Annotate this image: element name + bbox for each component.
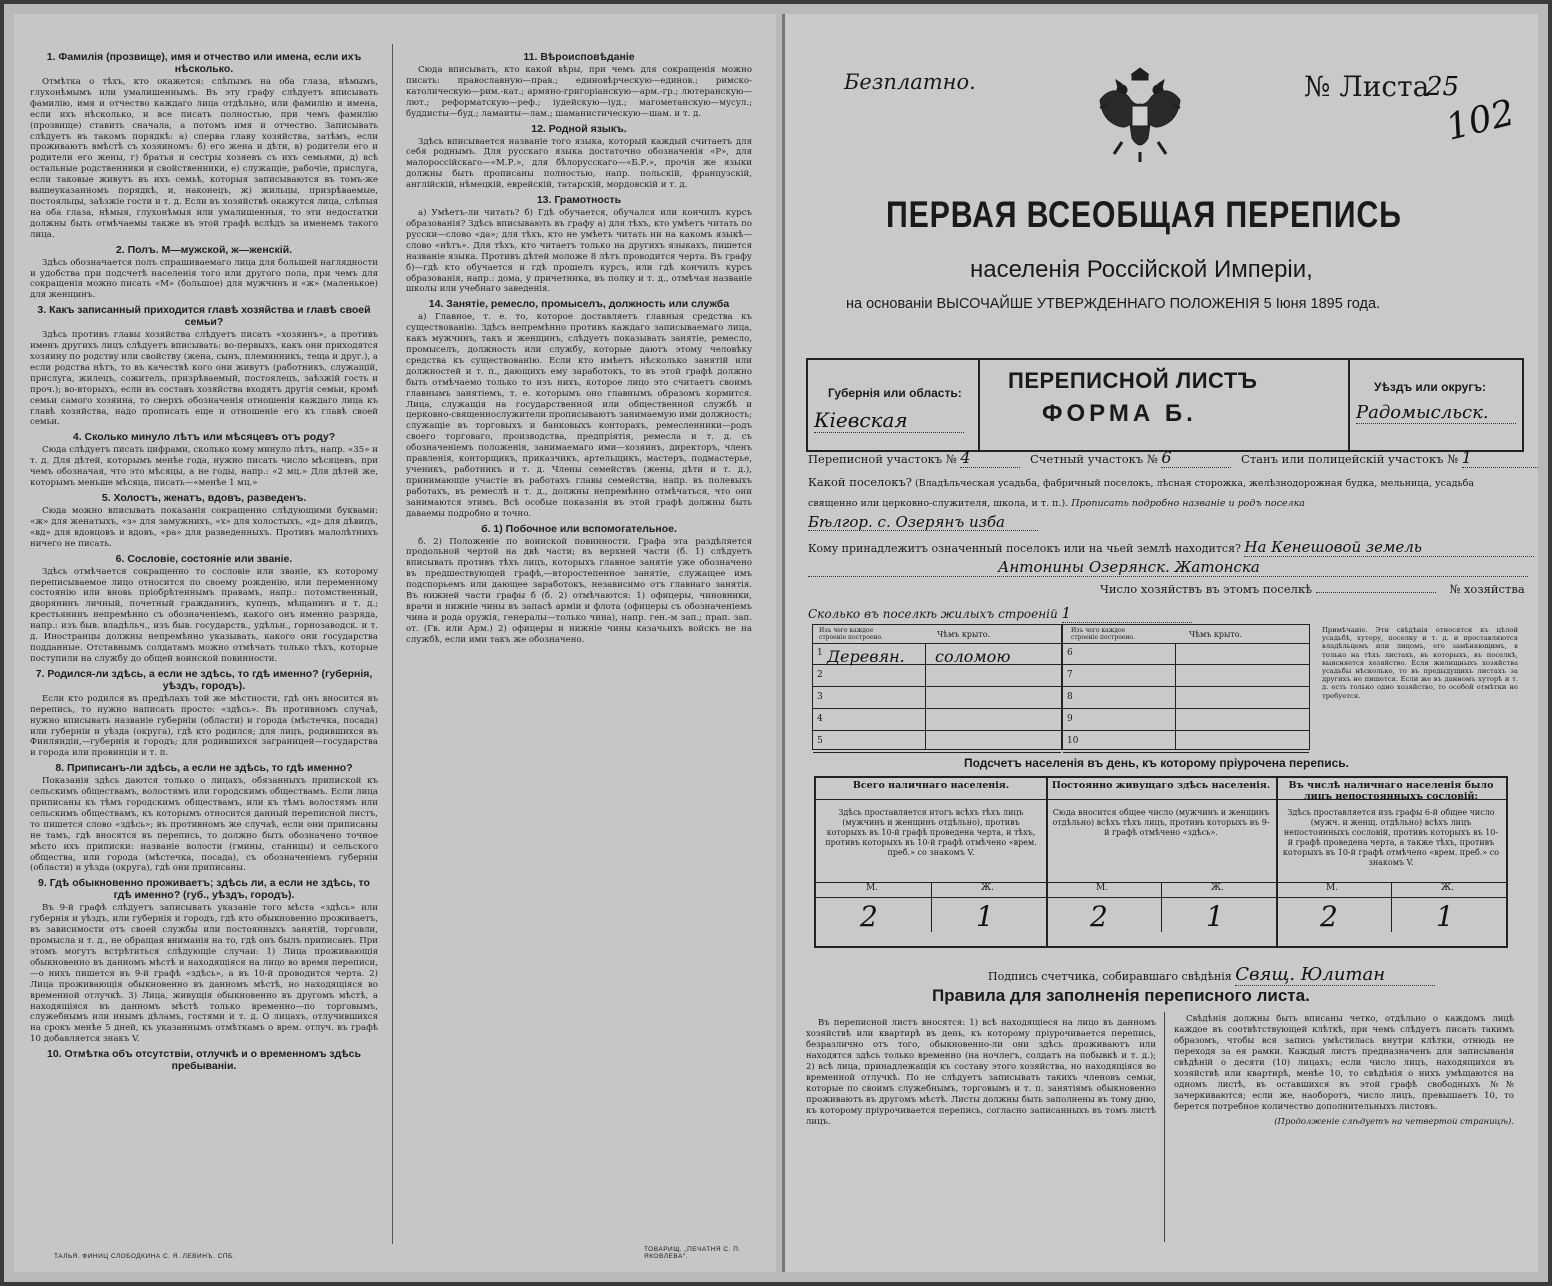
male-count: 2 [1090,900,1108,933]
owner-value: На Кенешовой земель [1244,538,1534,557]
form-header-frame [806,358,1524,452]
rules-column-1 [806,1018,1156,1129]
building-row [813,665,1061,687]
building-row-number: 5 [817,736,823,746]
owner-row [808,538,1534,557]
male-label: М. [1326,883,1339,893]
settlement-block [808,472,1520,535]
middle-footer-imprint: ТОВАРИЩ. „ПЕЧАТНЯ С. П. ЯКОВЛЕВА“. [644,1246,741,1260]
population-count-table [814,776,1508,948]
section-text: а) Умѣетъ-ли читать? б) Гдѣ обучается, обучался или кончилъ курсъ образованія? Здѣсь вписывають въ графу а) для тѣхъ, кто умѣетъ читать по русски—слово «да»; для тѣхъ, кто не умѣетъ читать ни на какомъ языкѣ—слово «нѣтъ». Для тѣхъ, кто читаетъ только на другихъ языкахъ, пишется названіе языка. Противъ дѣтей моложе 8 лѣтъ проводится черта. Въ графу б)—гдѣ кто обучается и гдѣ прошелъ курсъ, или гдѣ кончилъ курсъ образованія, напр.: дома, у причетника, въ полку и т. д., отмѣчая названіе школы или учебнаго заведенія. [406,208,752,295]
female-count: 1 [1436,900,1454,933]
section-heading: 14. Занятіе, ремесло, промыселъ, должность или служба [428,298,730,311]
buildings-table [812,624,1310,750]
census-district-label: Переписной участокъ № [808,452,957,466]
imperial-eagle-emblem [1092,60,1188,166]
building-row-number: 2 [817,670,823,680]
material-header-left: Изъ чего каждое строеніе построено. [819,627,883,641]
section-text: Здѣсь обозначается полъ спрашиваемаго лица для большей наглядности и удобства при подсчетѣ населенія того или другого пола, при чемъ для сокращенія можно писать «М» (большое) для мужчинъ и «ж» (маленькое) для женщинъ. [30,257,378,301]
gubernia-label: Губернія или область: [828,386,962,400]
building-row-number: 6 [1067,648,1073,658]
owner-value-2: Антонины Озерянск. Жатонска [808,558,1528,577]
building-row [1063,687,1309,709]
building-row [1063,709,1309,731]
building-row [813,687,1061,709]
instructions-column-1 [30,48,378,1074]
rules-text-1: Въ переписной листъ вносятся: 1) всѣ находящіеся на лицо въ данномъ хозяйствѣ или квартирѣ въ день, къ которому пріурочивается перепись, безразлично отъ того, обыкновенно-ли они здѣсь проживаютъ или находятся здѣсь только временно (на ночлегъ, солдатъ на побывкѣ и т. д.); 2) всѣ лица, принадлежащія къ составу этого хозяйства, но находящіяся во временной отлучкѣ. По не слѣдуетъ записывать такихъ членовъ семьи, которые по своимъ служебнымъ, торговымъ и т. п. занятіямъ обыкновенно проживаютъ въ другомъ мѣстѣ. Листы должны быть заполнены въ тому дню, къ которому пріурочивается перепись, согласно записанныхъ въ томъ листѣ лицъ. [806,1018,1156,1127]
count-column-header: Постоянно живущаго здѣсь населенія. [1046,778,1276,800]
male-label: М. [1096,883,1109,893]
count-column-description: Здѣсь проставляется итогъ всѣхъ тѣхъ лицъ (мужчинъ и женщинъ отдѣльно), противъ которыхъ въ 10-й графѣ проведена черта, и тѣхъ, противъ которыхъ въ 10-й графѣ отмѣчено «врем. преб.» со знакомъ V. [825,808,1037,857]
sheet-number-value: 25 [1426,72,1460,102]
settlement-label: Какой поселокъ? [808,475,912,489]
continued-note: (Продолженіе слѣдуетъ на четвертой страницѣ). [1274,1117,1514,1127]
section-heading: 11. Вѣроисповѣданіе [523,51,635,63]
section-heading: б. 1) Побочное или вспомогательное. [481,522,677,535]
police-district-label: Станъ или полицейскій участокъ № [1241,452,1459,466]
section-heading: 2. Полъ. М—мужской, ж—женскій. [115,243,293,256]
left-footer-imprint: ТАЛЬЯ. ФИНИЦ СЛОБОДКИНА С. Я. ЛЕВИНЪ. СПБ. [54,1253,236,1260]
buildings-count-row [808,604,1192,623]
count-column-description: Сюда вносится общее число (мужчинъ и женщинъ отдѣльно) всѣхъ тѣхъ лицъ, противъ которыхъ въ 9-й графѣ отмѣчено «здѣсь». [1052,808,1270,837]
male-count: 2 [1320,900,1338,933]
count-column-header: Всего наличнаго населенія. [816,778,1046,800]
female-count: 1 [976,900,994,933]
census-subtitle: населенія Россійской Имперіи, [970,256,1313,283]
buildings-count-value: 1 [1062,604,1192,623]
archive-number-handwritten: 102 [1442,92,1519,149]
building-rows-right [1063,643,1309,753]
building-1-material: Деревян. [827,647,905,666]
section-heading: 12. Родной языкъ. [531,122,627,135]
count-column [1046,778,1278,946]
section-heading: 10. Отмѣтка объ отсутствіи, отлучкѣ и о временномъ здѣсь пребываніи. [47,1048,361,1073]
section-text: Сюда можно вписывать показанія сокращенно слѣдующими буквами: «ж» для женатыхъ, «з» для замужнихъ, «х» для холостыхъ, «д» для дѣвицъ, «вд» для вдовцовъ и вдовъ, «ра» для разведенныхъ. Противъ малолѣтнихъ ничего не писать. [30,506,378,549]
section-text: Показанія здѣсь даются только о лицахъ, обязанныхъ припиской къ сельскимъ обществамъ, волостямъ или городскимъ обществамъ. Если лица приписаны къ тѣмъ городскимъ обществамъ, или къ тѣмъ волостямъ или сельскимъ обществамъ, къ которымъ относится данный переписной листъ, то пишется слово «здѣсь»; въ противномъ же случаѣ, если они приписаны не тамъ, гдѣ вносятся въ перепись, то должно быть обозначено точное мѣсто ихъ приписки: названіе волости (гмины, станицы) и сельского общества, или города (мѣстечка, посада), съ обозначеніемъ губерніи (области) и уѣзда (округа), гдѣ они приписаны. [30,776,378,874]
building-row-number: 7 [1067,670,1073,680]
building-row-number: 4 [817,714,823,724]
uezd-value: Радомысльск. [1356,402,1516,424]
male-count: 2 [860,900,878,933]
section-text: Отмѣтка о тѣхъ, кто окажется: слѣпымъ на оба глаза, нѣмымъ, глухонѣмымъ или умалишеннымъ. Въ эту графу слѣдуетъ вписывать фамилію, имя и отчество каждаго лица отдѣльно, или фамилію и имена, если ихъ нѣсколько, и все писать полностью, при чемъ фамилію (прозвище) ставить сначала, а потомъ имя и отчество. Записывать слѣдуетъ въ такомъ порядкѣ: а) сперва главу хозяйства, затѣмъ, если проживаютъ вмѣстѣ съ хозяиномъ: б) его жена и дѣти, в) родители его и родители его жены, г) братья и сестры хозяевъ съ ихъ семьями, д) всѣ остальные родственники и свойственники, е) служащіе, рабочіе, прислуга, если таковые живутъ въ ихъ семьѣ, которыя записываются въ томъ-же вышеуказанномъ порядкѣ, и, наконецъ, ж) жильцы, призрѣваемые, постояльцы, заѣзжіе гости и т. д. Если въ хозяйствѣ окажутся лица, слѣпыя на оба глаза, нѣмыя, глухонѣмыя или умалишенныя, то эти недостатки должны быть отмѣчаемы также въ этой графѣ вслѣдъ за именемъ такого лица. [30,77,378,240]
instructions-column-2 [406,48,752,647]
left-page [14,14,776,1272]
count-column [816,778,1048,946]
page-binding-edge [782,14,785,1272]
section-heading: 5. Холостъ, женатъ, вдовъ, разведенъ. [101,492,307,504]
section-heading: 8. Приписанъ-ли здѣсь, а если не здѣсь, то гдѣ именно? [55,762,353,775]
settlement-value: Бѣлгор. с. Озерянъ изба [808,514,1038,531]
counting-district-label: Счетный участокъ № [1030,452,1158,466]
free-label: Безплатно. [844,70,976,94]
building-row-number: 3 [817,692,823,702]
population-count-title: Подсчетъ населенія въ день, къ которому пріурочена перепись. [964,756,1349,770]
count-sex-header [1046,882,1276,898]
section-text: Сюда слѣдуетъ писать цифрами, сколько кому минуло лѣтъ, напр. «35» и т. д. Для дѣтей, которымъ менѣе года, нужно писать число мѣсяцевъ, при чемъ обозначая, что это мѣсяцы, а не годы, напр.: «2 мц.» Для дѣтей же, которымъ меньше мѣсяца, писать—«менѣе 1 мц.» [30,445,378,489]
form-variant: ФОРМА Б. [1042,400,1197,427]
count-sex-header [1276,882,1506,898]
building-row-number: 1 [817,648,823,658]
households-count-row [1100,582,1525,596]
male-label: М. [866,883,879,893]
section-heading: 4. Сколько минуло лѣтъ или мѣсяцевъ отъ роду? [72,431,336,444]
legal-basis: на основаніи ВЫСОЧАЙШЕ УТВЕРЖДЕННАГО ПОЛОЖЕНІЯ 5 Іюня 1895 года. [846,296,1381,312]
section-text: Въ 9-й графѣ слѣдуетъ записывать указаніе того мѣста «здѣсь» или губернія и уѣздъ, или губернія и городъ, гдѣ кто обыкновенно проживаетъ, въ зависимости отъ своей службы или постоянныхъ занятій, торговли, промысла и т. д., не обращая вниманія на то, гдѣ онъ былъ приписанъ. При этомъ могутъ встрѣтиться слѣдующіе случаи: 1) Лица проживающія обыкновенно въ данномъ мѣстѣ и находящіяся на лицо во время переписи,—о нихъ пишется въ 9-й графѣ «здѣсь», а въ 10-й проводится черта. 2) Лица проживающія обыкновенно въ данномъ мѣстѣ, но находящіяся во временной отлучкѣ. 3) Лица, живущія обыкновенно въ другомъ мѣстѣ, а находящіяся въ данномъ мѣстѣ только временно—по торговымъ, служебнымъ или инымъ дѣламъ, гостями и т. д. О лицахъ, отлучившихся на срокъ менѣе 5 дней, къ указаннымъ отмѣткамъ о врем. отлуч. въ графѣ 10 добавляется знакъ V. [30,903,378,1045]
rules-text-2: Свѣдѣнія должны быть вписаны четко, отдѣльно о каждомъ лицѣ каждое въ соотвѣтствующей клѣткѣ, при чемъ слѣдуетъ писать такимъ образомъ, чтобы вся запись умѣстилась внутри клѣтки, отнюдь не переходя за ея рамки. Каждый листъ предназначенъ для записыванія свѣдѣній о десяти (10) лицахъ; если число лицъ, находящихся въ хозяйствѣ или квартирѣ, менѣе 10, то свѣдѣнія о нихъ умѣщаются на одномъ листѣ, въ оставшихся въ этой графѣ свободныхъ №№ зачеркиваются; если же, наоборотъ, число лицъ, превышаетъ 10, то берется потребное количество дополнительныхъ листовъ. [1174,1014,1514,1112]
female-count: 1 [1206,900,1224,933]
section-heading: 3. Какъ записанный приходится главѣ хозяйства и главѣ своей семьи? [37,304,371,329]
section-text: а) Главное, т. е. то, которое доставляетъ главныя средства къ существованію. Здѣсь непремѣнно противъ каждаго записываемаго лица, какъ мужчинъ, такъ и женщинъ, слѣдуетъ показывать занятіе, ремесло, промыселъ, должность или службу, которые даютъ этому человѣку средства къ существованію. Если кто имѣетъ нѣсколько занятій или должностей и т. п., дающихъ ему заработокъ, то въ этой графѣ должно быть отмѣчаемо только то изъ нихъ, которое лицо это считаетъ своимъ главнымъ занятіемъ, т. е. которымъ оно главнымъ образомъ кормится. Лица, служащія на государственной или общественной службѣ и церковно-священнослужители прописываютъ занимаемую ими должность; служащіе въ торговыхъ и банковыхъ конторахъ, ремесленники—родъ своего торговаго, производства, предпріятія, ремесла и т. д. съ обозначеніемъ положенія, занимаемаго ими—хозяинъ, директоръ, членъ правленія, конторщикъ, приказчикъ, артельщикъ, мастеръ, подмастерье, ученикъ, работникъ и т. д. Члены семействъ (жены, дѣти и т. д.), принимающіе участіе въ работахъ главы семейства, напр. въ полевыхъ работахъ, въ ремеслѣ и т. д., должны непремѣнно отмѣчаться, что они занимаются этимъ. Всѣ особые показанія въ этой графѣ должны быть даваемы подробно и точно. [406,312,752,519]
signature-value: Свящ. Юлитан [1235,964,1435,986]
sheet-number-label: № Листа [1304,70,1430,103]
document-spread [4,4,1548,1282]
gubernia-value: Кіевская [814,408,964,433]
section-text: Здѣсь вписывается названіе того языка, который каждый считаетъ для себя роднымъ. Для русскаго языка достаточно обозначенія «Р», для малороссійскаго—«М.Р.», для бѣлорусскаго—«Б.Р.», прочія же языки должны быть прописаны полностью, напр. польскій, французскій, англійскій, нѣмецкій, еврейскій, татарскій, мордовскій и т. д. [406,136,752,191]
settlement-note: (Владѣльческая усадьба, фабричный поселокъ, лѣсная сторожка, желѣзнодорожная будка, мельница, усадьба священно или церковно-служителя, школа, и т. п.). [808,478,1475,509]
column-divider [392,44,393,1244]
census-district-value: 4 [960,448,1020,468]
section-text: Здѣсь отмѣчается сокращенно то сословіе или званіе, къ которому переписываемое лицо относится по своему рожденію, или переменному состоянію или вновь пріобрѣтеннымъ правамъ, напр.: потомственный, дворянинъ личный, почетный гражданинъ, купецъ, мѣщанинъ и т. д.; крестьянинъ непремѣнно съ обозначеніемъ, какого онъ именно разряда, напр.: изъ быв. владѣльч., изъ быв. государств., удѣльн., горнозаводск. и т. д. Иностранцы должны непремѣнно указывать, какого они государства подданные. Отставнымъ солдатамъ можно отмѣчать только тѣхъ, которые поступили на службу до общей воинской повинности. [30,566,378,664]
section-text: б. 2) Положеніе по воинской повинности. Графа эта раздѣляется продольной чертой на двѣ части; въ верхней части (б. 1) слѣдуетъ вписывать противъ тѣхъ лицъ, которыхъ главное занятіе уже обозначено въ предшествующей графѣ,—второстепенное занятіе, служащее имъ подспорьемъ или дающее заработокъ, независимо отъ главнаго занятія. Въ нижней части графы б (б. 2) отмѣчаются: 1) офицеры, чиновники, врачи и нижніе чины въ запасѣ арміи и флота (офицеры съ обозначеніемъ чина и рода оружія, генералы—только чина), напр. ген.-м зап.; прап. зап. от. (Гв. или Арм.) 2) офицеры и нижніе чины казачьихъ войскъ не на службѣ, если ими такъ же обозначено. [406,536,752,645]
rules-title: Правила для заполненія переписного листа. [932,986,1310,1005]
signature-row [988,964,1435,986]
building-row [1063,731,1309,753]
building-row [1063,643,1309,665]
uezd-label: Уѣздъ или округъ: [1374,380,1487,394]
section-heading: 9. Гдѣ обыкновенно проживаетъ; здѣсь ли, а если не здѣсь, то гдѣ именно? (губ., уѣздъ, городъ). [38,877,370,902]
police-district-value: 1 [1462,448,1538,468]
building-row-number: 10 [1067,736,1079,746]
count-column-description: Здѣсь проставляется изъ графы 6-й общее число (мужч. и женщ. отдѣльно) всѣхъ лицъ непостоянныхъ сословій, противъ которыхъ въ 10-й графѣ проведена черта, а также тѣхъ, противъ которыхъ въ 10-й графѣ отмѣчено «врем. преб.» со знакомъ V. [1282,808,1500,867]
roof-header-left: Чѣмъ крыто. [937,630,991,639]
building-row [813,731,1061,753]
count-column [1276,778,1506,946]
household-number-label: № хозяйства [1449,582,1525,596]
building-row [813,709,1061,731]
households-count-label: Число хозяйствъ въ этомъ поселкѣ [1100,582,1313,596]
count-column-header: Въ числѣ наличнаго населенія было лицъ непостоянныхъ сословій: [1276,778,1506,800]
female-label: Ж. [1211,883,1224,893]
settlement-note-2: Прописать подробно названіе и родъ поселка [1071,498,1305,509]
rules-column-2 [1174,1014,1514,1128]
right-page [782,14,1538,1272]
building-row [1063,665,1309,687]
signature-label: Подпись счетчика, собиравшаго свѣдѣнія [988,970,1232,983]
section-heading: 1. Фамилія (прозвище), имя и отчество или имена, если ихъ нѣсколько. [46,51,362,75]
buildings-note: Примѣчаніе. Эти свѣдѣнія относятся къ цѣлой усадьбѣ, хутору, поселку и т. д. и проставляются владѣльцемъ или лицомъ, его замѣняющимъ, в только на тѣхъ листахъ, въ которыхъ, въ поселкѣ, выясняется хозяйство. Если жилищныхъ хозяйства усадьбы нѣсколько, то въ предыдущихъ листахъ за другихъ не пишется. Если же въ данномъ хуторѣ и т. д. есть только одно хозяйство, то особой отмѣтки не требуется. [1322,626,1518,700]
district-row [808,448,1528,468]
owner-label: Кому принадлежитъ означенный поселокъ или на чьей землѣ находится? [808,542,1241,555]
building-1-roof: соломою [935,647,1011,666]
building-row-number: 9 [1067,714,1073,724]
section-text: Если кто родился въ предѣлахъ той же мѣстности, гдѣ онъ вносится въ перепись, то нужно написать просто: «здѣсь». Въ противномъ случаѣ, нужно вписывать названіе губерніи (области) и города (мѣстечка, посада) или губерніи и уѣзда (округа), гдѣ кто родился; для лицъ, родившихся въ Финляндіи,—губернія и городъ; для родившихся заграницей—государства и города или провинціи и т. п. [30,693,378,759]
building-row-number: 8 [1067,692,1073,702]
section-heading: 13. Грамотность [536,194,622,207]
section-heading: 7. Родился-ли здѣсь, а если не здѣсь, то гдѣ именно? (губернія, уѣздъ, городъ). [35,667,373,692]
section-heading: 6. Сословіе, состояніе или званіе. [115,552,293,565]
census-title: ПЕРВАЯ ВСЕОБЩАЯ ПЕРЕПИСЬ [886,194,1402,235]
female-label: Ж. [1441,883,1454,893]
female-label: Ж. [981,883,994,893]
material-header-right: Изъ чего каждое строеніе построено. [1071,627,1135,641]
counting-district-value: 6 [1161,448,1231,468]
form-title: ПЕРЕПИСНОЙ ЛИСТЪ [1008,368,1258,393]
roof-header-right: Чѣмъ крыто. [1189,630,1243,639]
section-text: Сюда вписывать, кто какой вѣры, при чемъ для сокращенія можно писать: православную—прав.; единовѣрческую—единов.; римско-католическую—рим.-кат.; армяно-григоріанскую—арм.-гр.; лютеранскую—лют.; реформатскую—реф.; іудейскую—іуд.; магометанскую—мусул.; буддисты—буд.; ламаиты—лам.; шаманистическую—шам. и т. д. [406,65,752,119]
buildings-count-label: Сколько въ поселкѣ жилыхъ строеній [808,607,1058,621]
section-text: Здѣсь противъ главы хозяйства слѣдуетъ писать «хозяинъ», а противъ именъ другихъ лицъ слѣдуетъ вписывать: во-первыхъ, какъ они приходятся хозяину по родству или свойству (жена, сынъ, племянникъ, теща и друг.), а если родства нѣтъ, то въ качествѣ кого они живутъ (работникъ, служащій, прислуга, жилецъ, сожитель, призрѣваемый, постоялецъ, заѣзжій гость и проч.); во-вторыхъ, если въ составъ хозяйства входятъ другія семьи, кромѣ семьи самого хозяина, то сверхъ обозначенія отношенія каждаго лица къ главѣ хозяйства, надо прописать еще и отношеніе его къ главѣ своей семьи. [30,330,378,428]
count-sex-header [816,882,1046,898]
